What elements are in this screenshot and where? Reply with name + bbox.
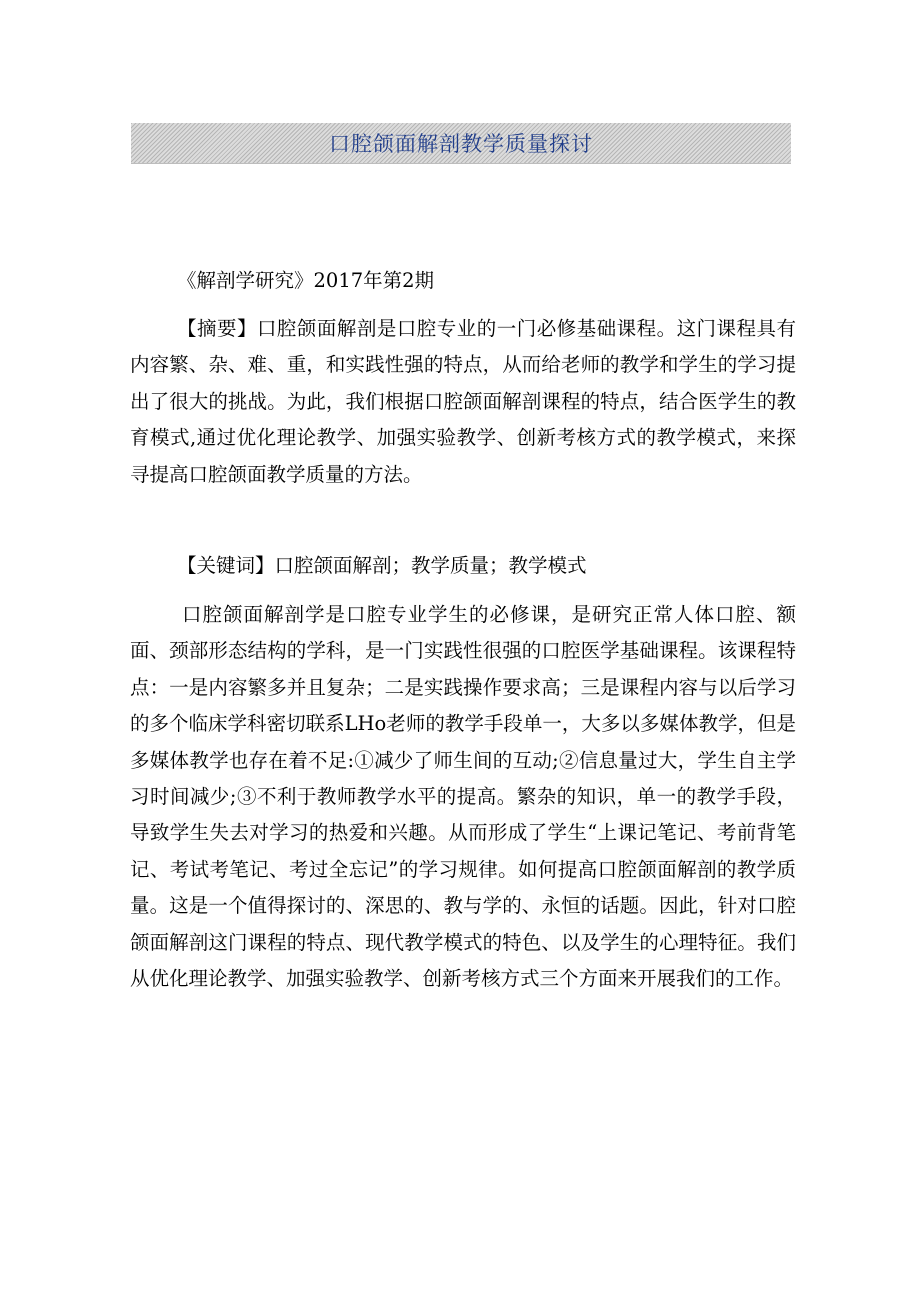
source-line: 《解剖学研究》2017年第2期: [177, 269, 435, 292]
body-paragraph: 口腔颌面解剖学是口腔专业学生的必修课，是研究正常人体口腔、额面、颈部形态结构的学科，是一门实践性很强的口腔医学基础课程。该课程特点：一是内容繁多并且复杂；二是实践操作要求高；三是课程内容与以后学习的多个临床学科密切联系LHo老师的教学手段单一，大多以多媒体教学，但是多媒体教学也存在着不足:①减少了师生间的互动;②信息量过大，学生自主学习时间减少;③不利于教师教学水平的提高。繁杂的知识，单一的教学手段，导致学生失去对学习的热爱和兴趣。从而形成了学生“上课记笔记、考前背笔记、考试考笔记、考过全忘记”的学习规律。如何提高口腔颌面解剖的教学质量。这是一个值得探讨的、深思的、教与学的、永恒的话题。因此，针对口腔颌面解剖这门课程的特点、现代教学模式的特色、以及学生的心理特征。我们从优化理论教学、加强实验教学、创新考核方式三个方面来开展我们的工作。: [130, 603, 796, 991]
abstract-paragraph: [130, 311, 796, 493]
keywords-paragraph: [130, 548, 796, 584]
document-title: 口腔颌面解剖教学质量探讨: [329, 132, 593, 156]
abstract-label: 【摘要】: [177, 317, 257, 340]
keywords-text: 口腔颌面解剖；教学质量；教学模式: [274, 554, 587, 577]
keywords-label: 【关键词】: [177, 554, 275, 577]
abstract-text: 口腔颌面解剖是口腔专业的一门必修基础课程。这门课程具有内容繁、杂、难、重，和实践性强的特点，从而给老师的教学和学生的学习提出了很大的挑战。为此，我们根据口腔颌面解剖课程的特点，结合医学生的教育模式,通过优化理论教学、加强实验教学、创新考核方式的教学模式，来探寻提高口腔颌面教学质量的方法。: [130, 317, 796, 486]
title-banner: [131, 123, 791, 164]
